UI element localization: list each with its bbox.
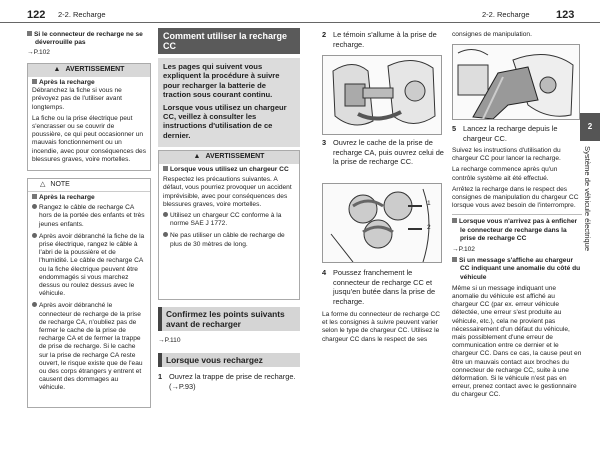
- note-item: Après avoir débranché le connecteur de recharge de la prise de recharge CA, n'oubliez pas de fermer le cache de la prise de recharge CA et de fermer la trappe de prise de recharge. Si le cache sur la prise de recharge CA reste ouvert, le risque existe que de l'eau ou des corps étrangers y entrent et causent des dommages au véhicule.: [32, 302, 146, 392]
- warning-title: AVERTISSEMENT: [65, 66, 125, 74]
- body-text: Même si un message indiquant une anomalie du véhicule est affiché au chargeur CC (par ex. erreur véhicule détectée, une erreur s'est produite au véhicule, etc.), cela ne provient pas nécessairement d'un défaut du véhicule, mais possiblement d'une erreur de communication entre ce dernier et le chargeur CC. Dans ce cas, la cause peut en être un mauvais contact aux broches du connecteur de recharge CC, suite à une déformation. Si le véhicule n'est pas en erreur, prenez contact avec le gestionnaire du chargeur CC.: [452, 284, 582, 399]
- callout-2: 2: [427, 224, 431, 231]
- intro-text: Les pages qui suivent vous expliquent la procédure à suivre pour recharger la batterie de traction sous courant continu.: [163, 62, 280, 100]
- callout-1: 1: [427, 200, 431, 207]
- page-number-left: 122: [27, 9, 46, 21]
- warning-item: Utilisez un chargeur CC conforme à la norme SAE J 1772.: [163, 212, 295, 228]
- illustration-port-covers: [322, 183, 442, 263]
- section-title: Comment utiliser la recharge CC: [158, 28, 300, 54]
- step-5: 5 Lancez la recharge depuis le chargeur CC.: [452, 124, 558, 143]
- subheading: Si le connecteur de recharge ne se déverrouille pas: [27, 31, 152, 47]
- note-subheading: Après la recharge: [32, 194, 146, 202]
- note-box: [27, 178, 151, 408]
- page-ref: →P.110: [158, 337, 181, 344]
- illustration-charging-port-open: [322, 55, 442, 135]
- heading-confirm: Confirmez les points suivants avant de recharger: [158, 307, 300, 331]
- body-text: Arrêtez la recharge dans le respect des consignes de manipulation du chargeur CC lorsque vous avez besoin de l'interrompre.: [452, 185, 579, 210]
- warning-box: [27, 63, 151, 171]
- section-title-left: 2-2. Recharge: [58, 10, 106, 19]
- warning-title: AVERTISSEMENT: [205, 153, 265, 161]
- body-text: La forme du connecteur de recharge CC et les consignes à suivre peuvent varier selon le type de chargeur CC. Utilisez le chargeur CC dans le respect de ses: [322, 311, 441, 343]
- body-text: La recharge commence après qu'un contrôle système ait été effectué.: [452, 166, 558, 182]
- warning-subheading: Après la recharge: [32, 79, 146, 87]
- warning-subheading: Lorsque vous utilisez un chargeur CC: [163, 166, 295, 174]
- heading-charging: Lorsque vous rechargez: [158, 353, 300, 367]
- warning-text: Débranchez la fiche si vous ne prévoyez pas de l'utiliser avant longtemps.: [32, 87, 122, 111]
- chapter-tab: 2: [580, 113, 600, 141]
- warning-text: Respectez les précautions suivantes. A défaut, vous pourriez provoquer un accident imprévisible, avec pour conséquences des blessures graves, voire mortelles.: [163, 176, 292, 208]
- subheading: Si un message s'affiche au chargeur CC indiquant une anomalie du côté du véhicule: [452, 257, 582, 282]
- intro-box: [158, 58, 300, 147]
- step-1: 1 Ouvrez la trappe de prise de recharge. (→P.93): [158, 372, 296, 391]
- header-rule: [0, 22, 600, 23]
- page-number-right: 123: [556, 9, 575, 21]
- page-ref: →P.102: [27, 49, 50, 57]
- warning-icon: ▲: [193, 153, 201, 161]
- intro-text: Lorsque vous utilisez un chargeur CC, veillez à consulter les instructions d'utilisation de ce dernier.: [163, 102, 287, 140]
- step-3: 3 Ouvrez le cache de la prise de recharge CA, puis ouvrez celui de la prise de recharge CC.: [322, 138, 444, 166]
- caution-icon: △: [40, 180, 46, 188]
- note-title: NOTE: [50, 180, 70, 188]
- note-item: Rangez le câble de recharge CA hors de la portée des enfants et très jeunes enfants.: [32, 204, 146, 229]
- note-item: Après avoir débranché la fiche de la prise électrique, rangez le câble à l'abri de la poussière et de l'humidité. Le câble de recharge CA ou la fiche électrique peuvent être endommagés si vous marchez dessus ou roulez dessus avec le véhicule.: [32, 233, 146, 299]
- warning-text: La fiche ou la prise électrique peut s'encrasser ou se couvrir de poussière, ce qui peut occasionner un mauvais fonctionnement ou un incendie, avec pour conséquences des blessures graves, voire mortelles.: [32, 114, 147, 163]
- chapter-label: Système de véhicule électrique: [583, 146, 592, 252]
- page-ref: →P.102: [452, 246, 475, 254]
- warning-icon: ▲: [53, 66, 61, 74]
- illustration-dc-connector: [452, 44, 580, 120]
- warning-item: Ne pas utiliser un câble de recharge de plus de 30 mètres de long.: [163, 232, 295, 248]
- body-text: Suivez les instructions d'utilisation du chargeur CC pour lancer la recharge.: [452, 147, 561, 163]
- body-text: consignes de manipulation.: [452, 31, 532, 38]
- section-title-right: 2-2. Recharge: [482, 10, 530, 19]
- warning-box-dc: [158, 150, 300, 300]
- subheading: Lorsque vous n'arrivez pas à enficher le connecteur de recharge dans la prise de recharge CC: [452, 218, 582, 243]
- step-2: 2 Le témoin s'allume à la prise de recharge.: [322, 30, 437, 49]
- step-4: 4 Poussez franchement le connecteur de recharge CC et jusqu'en butée dans la prise de recharge.: [322, 268, 436, 306]
